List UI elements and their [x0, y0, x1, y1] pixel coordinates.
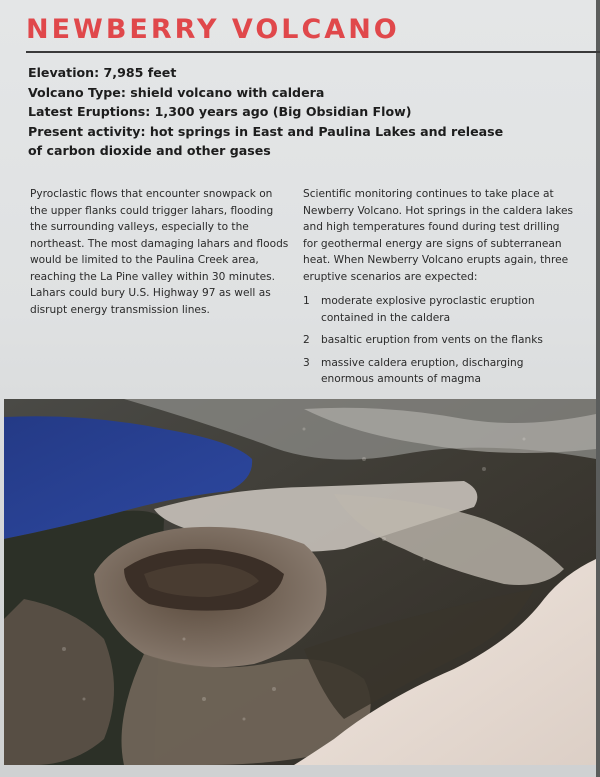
- facts-list: [28, 63, 548, 161]
- aerial-photo-illustration: [4, 399, 596, 765]
- scenario-text: basaltic eruption from vents on the flanks: [321, 334, 543, 346]
- monitoring-column: [303, 186, 573, 394]
- scenario-item: [303, 332, 573, 349]
- scenario-item: [303, 293, 573, 326]
- scenario-number: 3: [303, 356, 310, 369]
- scenario-number: 1: [303, 295, 310, 307]
- monitoring-paragraph: Scientific monitoring continues to take place at Newberry Volcano. Hot springs in the caldera lakes and high temperatures found during test drilling for geothermal energy are signs of subterranean heat. When Newberry Volcano erupts again, three eruptive scenarios are expected:: [303, 188, 573, 283]
- sign-title: NEWBERRY VOLCANO: [26, 14, 400, 45]
- aerial-photo: [4, 399, 596, 765]
- scenario-item: [303, 355, 573, 388]
- title-rule: [26, 51, 600, 53]
- scenario-number: 2: [303, 334, 310, 346]
- scenario-text: moderate explosive pyroclastic eruption contained in the caldera: [321, 295, 535, 324]
- lahar-paragraph: Pyroclastic flows that encounter snowpack on the upper flanks could trigger lahars, flooding the surrounding valleys, especially to the northeast. The most damaging lahars and floods would be limited to the Paulina Creek area, reaching the La Pine valley within 30 minutes. Lahars could bury U.S. Highway 97 as well as disrupt energy transmission lines.: [30, 188, 289, 316]
- fact-elevation: Elevation: 7,985 feet: [28, 65, 177, 80]
- fact-latest-eruptions: Latest Eruptions: 1,300 years ago (Big Obsidian Flow): [28, 104, 412, 119]
- scenario-list: [303, 293, 573, 388]
- fact-present-activity: Present activity: hot springs in East and Paulina Lakes and release: [28, 123, 504, 139]
- scenario-text: massive caldera eruption, discharging enormous amounts of magma: [321, 356, 524, 385]
- fact-volcano-type: Volcano Type: shield volcano with caldera: [28, 84, 325, 100]
- lahar-column: [30, 186, 290, 318]
- fact-present-activity-cont: of carbon dioxide and other gases: [28, 143, 271, 158]
